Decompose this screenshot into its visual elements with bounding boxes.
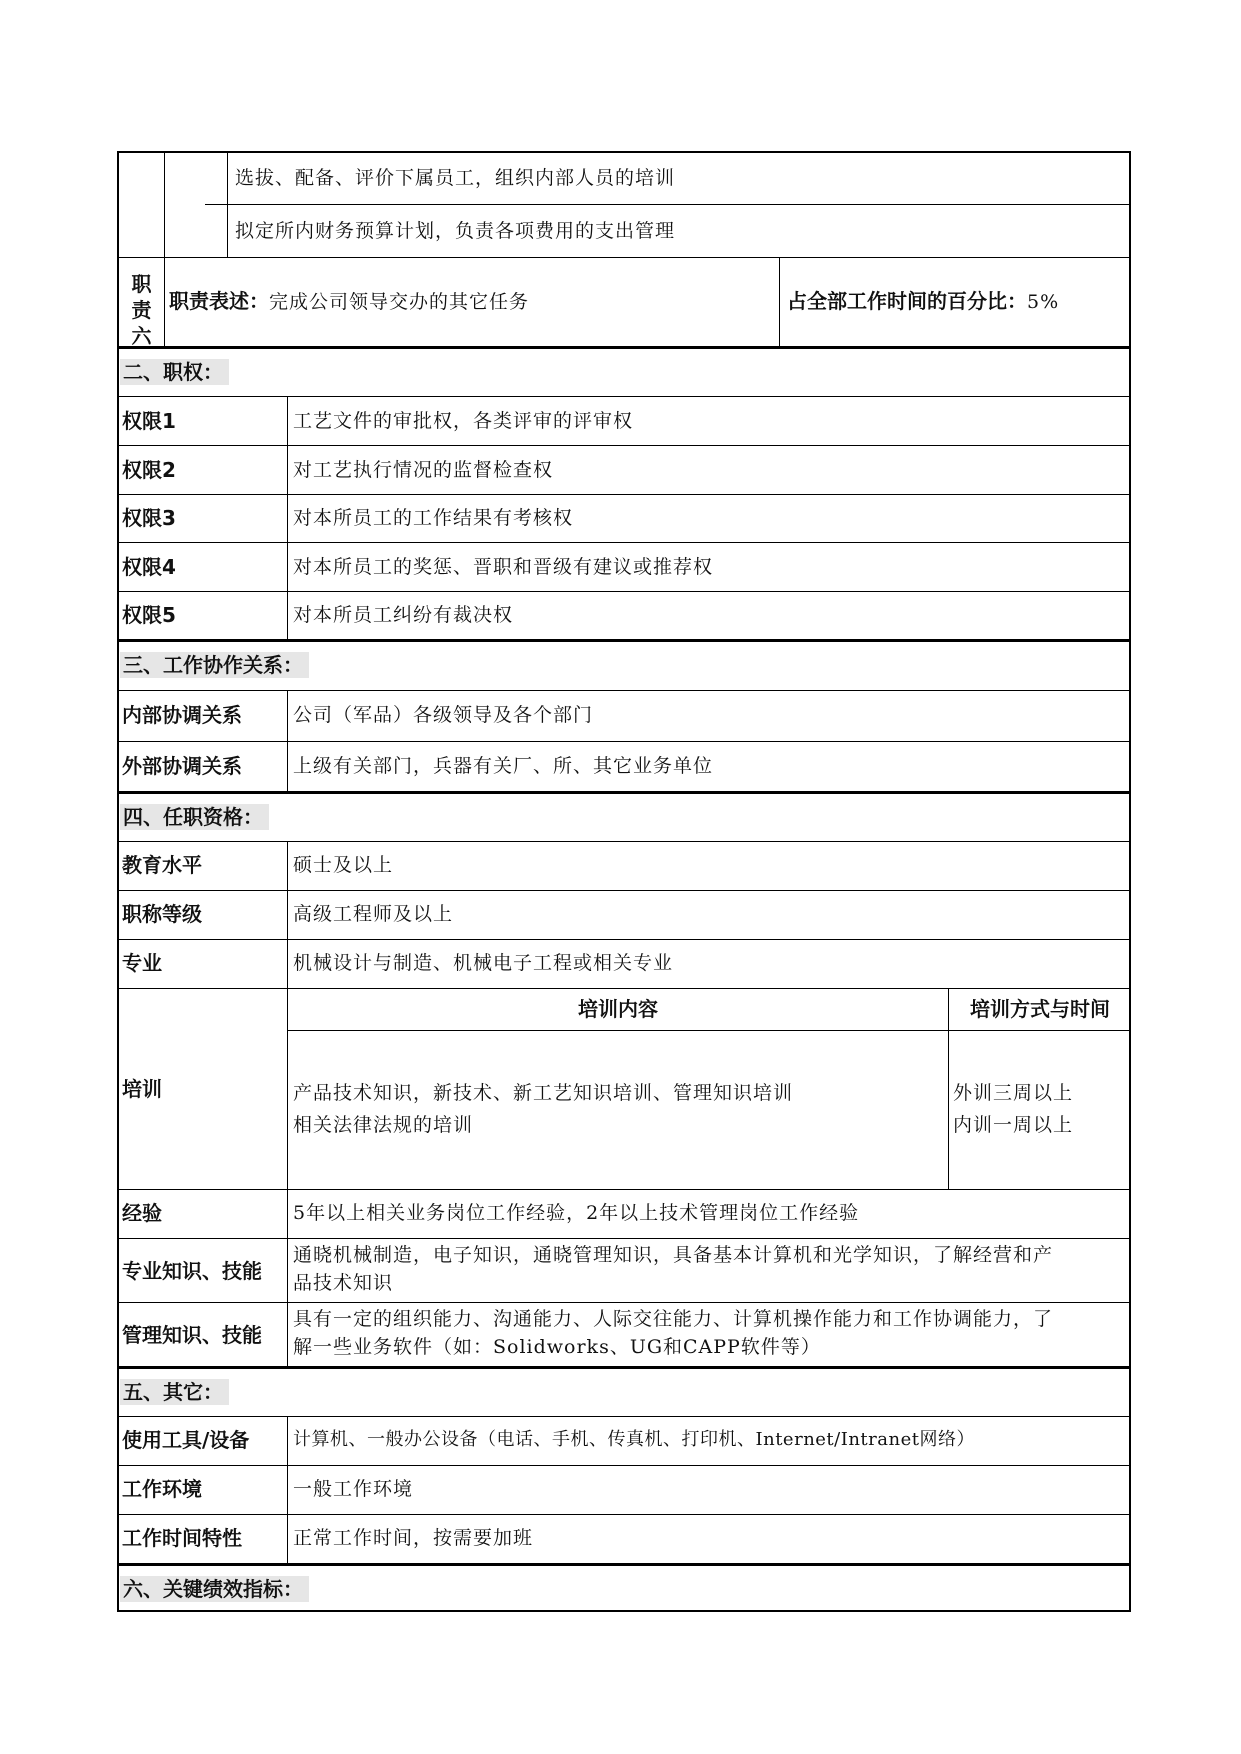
education-value: 硕士及以上 (293, 854, 394, 876)
environment-value: 一般工作环境 (293, 1478, 414, 1500)
authority-value: 工艺文件的审批权，各类评审的评审权 (293, 410, 634, 432)
authority-value: 对本所员工纠纷有裁决权 (293, 604, 514, 626)
training-content-line: 产品技术知识，新技术、新工艺知识培训、管理知识培训 (293, 1082, 794, 1104)
duty6-description: 职责表述：完成公司领导交办的其它任务 (169, 289, 530, 313)
mgmt-skill-line: 解一些业务软件（如：Solidworks、UG和CAPP软件等） (293, 1336, 821, 1358)
authority-value: 对本所员工的奖惩、晋职和晋级有建议或推荐权 (293, 556, 714, 578)
environment-label: 工作环境 (122, 1477, 202, 1501)
row-divider (119, 542, 1129, 543)
row-divider (119, 1238, 1129, 1239)
training-content-header: 培训内容 (578, 997, 658, 1021)
column-divider (287, 690, 288, 791)
major-value: 机械设计与制造、机械电子工程或相关专业 (293, 952, 674, 974)
row-divider (119, 1416, 1129, 1417)
work-time-label: 工作时间特性 (122, 1526, 242, 1550)
row-divider (119, 690, 1129, 691)
relation-label: 内部协调关系 (122, 703, 242, 727)
duty6-label: 职 责 六 (131, 272, 152, 348)
training-label: 培训 (122, 1077, 162, 1101)
training-content-line: 相关法律法规的培训 (293, 1114, 474, 1136)
training-method-line: 内训一周以上 (953, 1114, 1074, 1136)
pro-skill-line: 通晓机械制造，电子知识，通晓管理知识，具备基本计算机和光学知识，了解经营和产 (293, 1244, 1054, 1266)
section-divider (119, 1563, 1129, 1566)
row-divider (119, 1302, 1129, 1303)
row-divider (119, 741, 1129, 742)
relation-value: 公司（军品）各级领导及各个部门 (293, 704, 594, 726)
row-divider (119, 988, 1129, 989)
section-title-qualifications: 四、任职资格： (120, 804, 269, 830)
column-divider (287, 841, 288, 1366)
mgmt-skill-label: 管理知识、技能 (122, 1323, 262, 1347)
mgmt-skill-line: 具有一定的组织能力、沟通能力、人际交往能力、计算机操作能力和工作协调能力，了 (293, 1308, 1054, 1330)
authority-label: 权限1 (122, 409, 176, 433)
job-description-table (117, 151, 1131, 1612)
row-divider (119, 396, 1129, 397)
experience-label: 经验 (122, 1201, 162, 1225)
title-level-label: 职称等级 (122, 902, 202, 926)
work-time-value: 正常工作时间，按需要加班 (293, 1527, 534, 1549)
column-divider (227, 153, 228, 257)
row-divider (119, 1465, 1129, 1466)
section-title-other: 五、其它： (120, 1379, 229, 1405)
pro-skill-line: 品技术知识 (293, 1272, 394, 1294)
authority-label: 权限2 (122, 458, 176, 482)
duty-item: 选拔、配备、评价下属员工，组织内部人员的培训 (235, 167, 676, 189)
row-divider (119, 841, 1129, 842)
row-divider (119, 257, 1129, 258)
row-divider (119, 939, 1129, 940)
row-divider (119, 1514, 1129, 1515)
training-method-header: 培训方式与时间 (970, 997, 1110, 1021)
row-divider (119, 494, 1129, 495)
authority-label: 权限5 (122, 603, 176, 627)
section-title-kpi: 六、关键绩效指标： (120, 1576, 309, 1602)
authority-value: 对本所员工的工作结果有考核权 (293, 507, 574, 529)
column-divider (779, 257, 780, 346)
duty6-percentage: 占全部工作时间的百分比：5% (787, 289, 1060, 313)
row-divider (119, 890, 1129, 891)
section-title-relations: 三、工作协作关系： (120, 652, 309, 678)
relation-label: 外部协调关系 (122, 754, 242, 778)
education-label: 教育水平 (122, 853, 202, 877)
row-divider (119, 445, 1129, 446)
column-divider (287, 1416, 288, 1563)
row-divider (119, 591, 1129, 592)
tools-value: 计算机、一般办公设备（电话、手机、传真机、打印机、Internet/Intranet网络） (293, 1429, 975, 1450)
pro-skill-label: 专业知识、技能 (122, 1259, 262, 1283)
section-divider (119, 791, 1129, 794)
column-divider (164, 153, 165, 346)
major-label: 专业 (122, 951, 162, 975)
relation-value: 上级有关部门，兵器有关厂、所、其它业务单位 (293, 755, 714, 777)
duty-item: 拟定所内财务预算计划，负责各项费用的支出管理 (235, 220, 676, 242)
authority-label: 权限4 (122, 555, 176, 579)
section-divider (119, 639, 1129, 642)
authority-label: 权限3 (122, 506, 176, 530)
section-divider (119, 346, 1129, 349)
authority-value: 对工艺执行情况的监督检查权 (293, 459, 554, 481)
experience-value: 5年以上相关业务岗位工作经验，2年以上技术管理岗位工作经验 (293, 1202, 860, 1224)
tools-label: 使用工具/设备 (122, 1428, 250, 1452)
training-method-line: 外训三周以上 (953, 1082, 1074, 1104)
section-divider (119, 1366, 1129, 1369)
row-divider (288, 1030, 1129, 1031)
title-level-value: 高级工程师及以上 (293, 903, 454, 925)
column-divider (287, 396, 288, 639)
row-divider (119, 1189, 1129, 1190)
section-title-authority: 二、职权： (120, 359, 229, 385)
row-divider (205, 204, 1129, 205)
